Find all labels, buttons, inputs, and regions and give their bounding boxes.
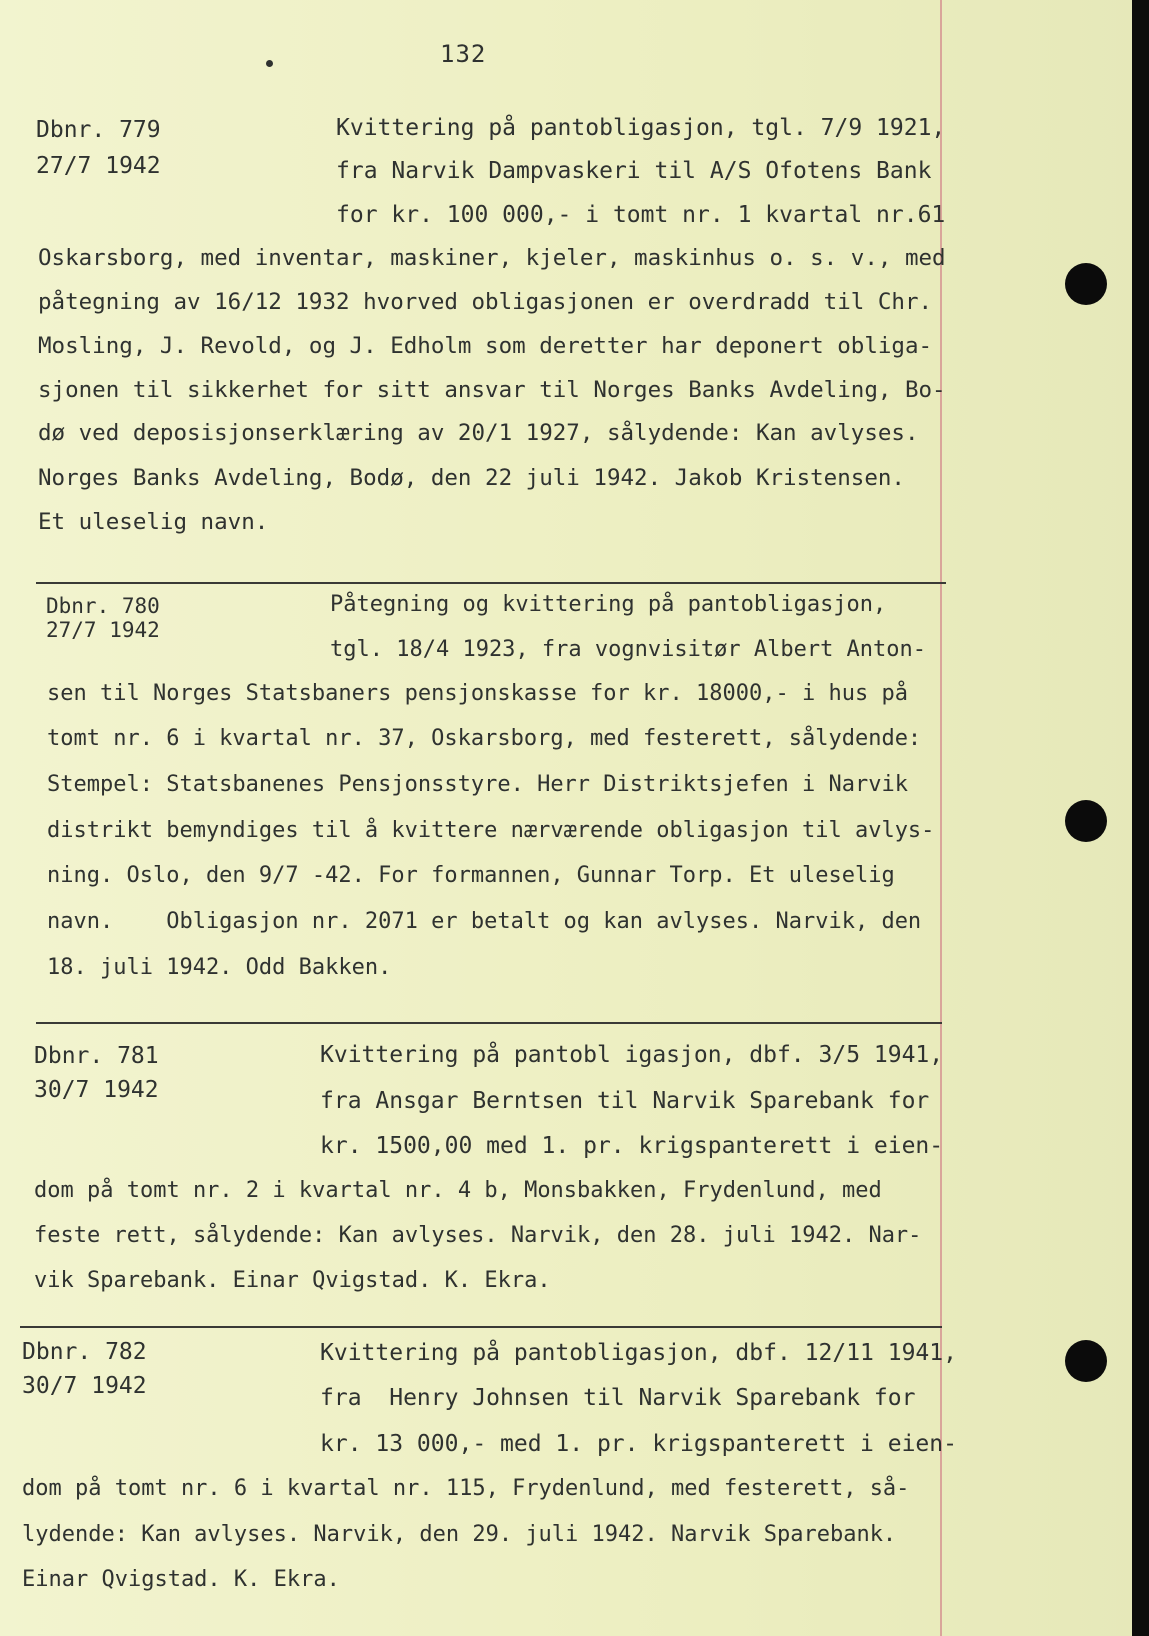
separator-rule	[36, 1022, 942, 1024]
entry-text-line: påtegning av 16/12 1932 hvorved obligasjonen er overdradd til Chr.	[38, 289, 933, 315]
separator-rule	[20, 1326, 942, 1328]
entry-text-line: Stempel: Statsbanenes Pensjonsstyre. Herr Distriktsjefen i Narvik	[47, 772, 908, 797]
entry-text-line: fra Ansgar Berntsen til Narvik Sparebank for	[320, 1088, 930, 1114]
entry-dbnr: Dbnr. 779	[36, 117, 161, 143]
entry-text-line: kr. 1500,00 med 1. pr. krigspanterett i eien-	[320, 1133, 944, 1159]
entry-text-line: Mosling, J. Revold, og J. Edholm som deretter har deponert obliga-	[38, 333, 933, 359]
punch-hole	[1065, 800, 1107, 842]
entry-text-line: dom på tomt nr. 6 i kvartal nr. 115, Frydenlund, med festerett, så-	[22, 1476, 910, 1501]
entry-text-line: Påtegning og kvittering på pantobligasjon,	[330, 592, 887, 617]
punch-hole	[1065, 1340, 1107, 1382]
entry-text-line: tomt nr. 6 i kvartal nr. 37, Oskarsborg, med festerett, sålydende:	[47, 726, 922, 751]
separator-rule	[36, 582, 946, 584]
entry-text-line: fra Narvik Dampvaskeri til A/S Ofotens Bank	[336, 158, 932, 184]
entry-text-line: sen til Norges Statsbaners pensjonskasse for kr. 18000,- i hus på	[47, 681, 908, 706]
entry-text-line: kr. 13 000,- med 1. pr. krigspanterett i eien-	[320, 1431, 957, 1457]
entry-text-line: Kvittering på pantobligasjon, tgl. 7/9 1921,	[336, 115, 946, 141]
entry-text-line: dom på tomt nr. 2 i kvartal nr. 4 b, Monsbakken, Frydenlund, med	[34, 1178, 882, 1203]
entry-date: 27/7 1942	[46, 618, 160, 642]
ink-dot	[266, 60, 273, 67]
entry-date: 27/7 1942	[36, 153, 161, 179]
punch-hole	[1065, 263, 1107, 305]
entry-text-line: distrikt bemyndiges til å kvittere nærværende obligasjon til avlys-	[47, 818, 935, 843]
entry-text-line: navn. Obligasjon nr. 2071 er betalt og kan avlyses. Narvik, den	[47, 909, 922, 934]
entry-text-line: for kr. 100 000,- i tomt nr. 1 kvartal nr.61	[336, 202, 946, 228]
entry-text-line: feste rett, sålydende: Kan avlyses. Narvik, den 28. juli 1942. Nar-	[34, 1223, 922, 1248]
entry-text-line: Kvittering på pantobl igasjon, dbf. 3/5 1941,	[320, 1042, 944, 1068]
entry-dbnr: Dbnr. 781	[34, 1043, 159, 1069]
entry-dbnr: Dbnr. 780	[46, 594, 160, 618]
entry-text-line: 18. juli 1942. Odd Bakken.	[47, 955, 392, 980]
entry-date: 30/7 1942	[34, 1077, 159, 1103]
entry-dbnr: Dbnr. 782	[22, 1339, 147, 1365]
entry-text-line: sjonen til sikkerhet for sitt ansvar til Norges Banks Avdeling, Bo-	[38, 377, 946, 403]
entry-text-line: Einar Qvigstad. K. Ekra.	[22, 1567, 340, 1592]
page-number: 132	[440, 40, 487, 68]
entry-text-line: Et uleselig navn.	[38, 509, 269, 535]
entry-text-line: lydende: Kan avlyses. Narvik, den 29. juli 1942. Narvik Sparebank.	[22, 1522, 897, 1547]
entry-date: 30/7 1942	[22, 1373, 147, 1399]
entry-text-line: Norges Banks Avdeling, Bodø, den 22 juli 1942. Jakob Kristensen.	[38, 465, 905, 491]
entry-text-line: Kvittering på pantobligasjon, dbf. 12/11 1941,	[320, 1340, 957, 1366]
entry-text-line: ning. Oslo, den 9/7 -42. For formannen, Gunnar Torp. Et uleselig	[47, 863, 895, 888]
entry-text-line: vik Sparebank. Einar Qvigstad. K. Ekra.	[34, 1268, 551, 1293]
entry-text-line: Oskarsborg, med inventar, maskiner, kjeler, maskinhus o. s. v., med	[38, 245, 946, 271]
entry-text-line: dø ved deposisjonserklæring av 20/1 1927, sålydende: Kan avlyses.	[38, 420, 919, 446]
entry-text-line: fra Henry Johnsen til Narvik Sparebank for	[320, 1385, 916, 1411]
entry-text-line: tgl. 18/4 1923, fra vognvisitør Albert Anton-	[330, 637, 927, 662]
